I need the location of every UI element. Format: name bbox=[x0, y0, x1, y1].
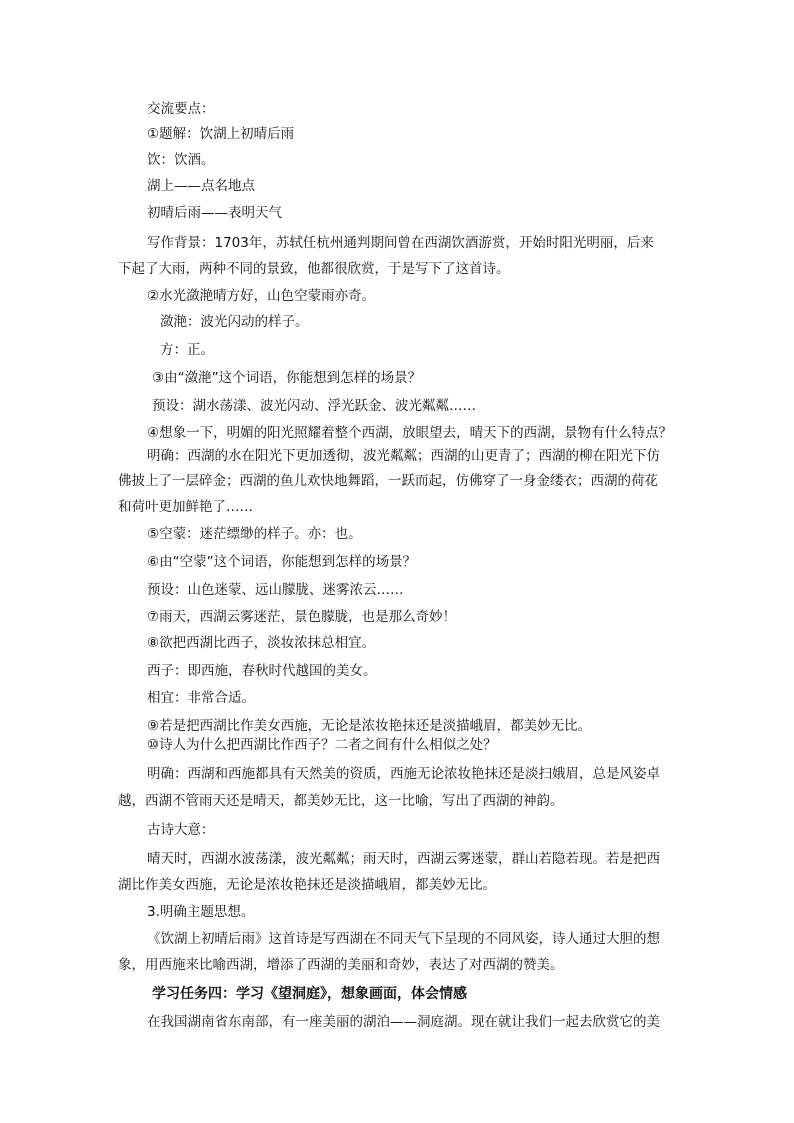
text-line: ④想象一下，明媚的阳光照耀着整个西湖，放眼望去，晴天下的西湖，景物有什么特点？ bbox=[147, 425, 673, 441]
text-line: 西子：即西施，春秋时代越国的美女。 bbox=[147, 663, 377, 679]
text-line: 下起了大雨，两种不同的景致，他都很欣赏，于是写下了这首诗。 bbox=[118, 261, 510, 277]
text-line: 明确：西湖和西施都具有天然美的资质，西施无论浓妆艳抹还是淡扫娥眉，总是风姿卓 bbox=[147, 766, 660, 782]
text-line: 预设：山色迷蒙、远山朦胧、迷雾浓云…… bbox=[147, 582, 404, 598]
text-line: 方：正。 bbox=[160, 342, 214, 358]
text-line: 预设：湖水荡漾、波光闪动、浮光跃金、波光粼粼…… bbox=[152, 398, 476, 414]
text-line: 3.明确主题思想。 bbox=[147, 904, 255, 920]
text-line: 晴天时，西湖水波荡漾，波光粼粼；雨天时，西湖云雾迷蒙，群山若隐若现。若是把西 bbox=[147, 851, 660, 867]
text-line: 相宜：非常合适。 bbox=[147, 690, 255, 706]
text-line: 明确：西湖的水在阳光下更加透彻，波光粼粼；西湖的山更青了；西湖的柳在阳光下仿 bbox=[147, 448, 660, 464]
text-line: 《饮湖上初晴后雨》这首诗是写西湖在不同天气下呈现的不同风姿，诗人通过大胆的想 bbox=[147, 931, 660, 947]
text-line: ⑤空蒙：迷茫缥缈的样子。亦：也。 bbox=[147, 526, 362, 542]
text-line: 交流要点： bbox=[147, 101, 215, 117]
text-line: 佛披上了一层碎金；西湖的鱼儿欢快地舞蹈，一跃而起，仿佛穿了一身金缕衣；西湖的荷花 bbox=[118, 473, 658, 489]
text-line: ①题解：饮湖上初晴后雨 bbox=[147, 126, 295, 142]
text-line: ②水光潋滟晴方好，山色空蒙雨亦奇。 bbox=[147, 288, 376, 304]
text-line: 湖比作美女西施，无论是浓妆艳抹还是淡描峨眉，都美妙无比。 bbox=[118, 877, 496, 893]
text-line: 象，用西施来比喻西湖，增添了西湖的美丽和奇妙，表达了对西湖的赞美。 bbox=[118, 957, 564, 973]
text-line: ⑦雨天，西湖云雾迷茫，景色朦胧，也是那么奇妙！ bbox=[147, 609, 457, 625]
text-line: 在我国湖南省东南部，有一座美丽的湖泊——洞庭湖。现在就让我们一起去欣赏它的美 bbox=[147, 1014, 660, 1030]
text-line: 越，西湖不管雨天还是晴天，都美妙无比，这一比喻，写出了西湖的神韵。 bbox=[118, 793, 564, 809]
text-line: ⑩诗人为什么把西湖比作西子？二者之间有什么相似之处？ bbox=[147, 737, 497, 753]
section-heading: 学习任务四：学习《望洞庭》，想象画面，体会情感 bbox=[152, 986, 467, 1002]
text-line: ⑧欲把西湖比西子，淡妆浓抹总相宜。 bbox=[147, 635, 376, 651]
text-line: 潋滟：波光闪动的样子。 bbox=[160, 314, 309, 330]
text-line: 和荷叶更加鲜艳了…… bbox=[118, 499, 253, 515]
text-line: ⑥由“空蒙”这个词语，你能想到怎样的场景？ bbox=[147, 554, 417, 570]
text-line: 饮：饮酒。 bbox=[147, 152, 215, 168]
text-line: 湖上——点名地点 bbox=[147, 178, 255, 194]
text-line: 古诗大意： bbox=[147, 822, 215, 838]
text-line: 初晴后雨——表明天气 bbox=[147, 205, 282, 221]
text-line: ③由“潋滟”这个词语，你能想到怎样的场景？ bbox=[152, 370, 422, 386]
text-line: 写作背景：1703年，苏轼任杭州通判期间曾在西湖饮酒游赏，开始时阳光明丽，后来 bbox=[147, 235, 654, 251]
text-line: ⑨若是把西湖比作美女西施，无论是浓妆艳抹还是淡描峨眉，都美妙无比。 bbox=[147, 718, 592, 734]
